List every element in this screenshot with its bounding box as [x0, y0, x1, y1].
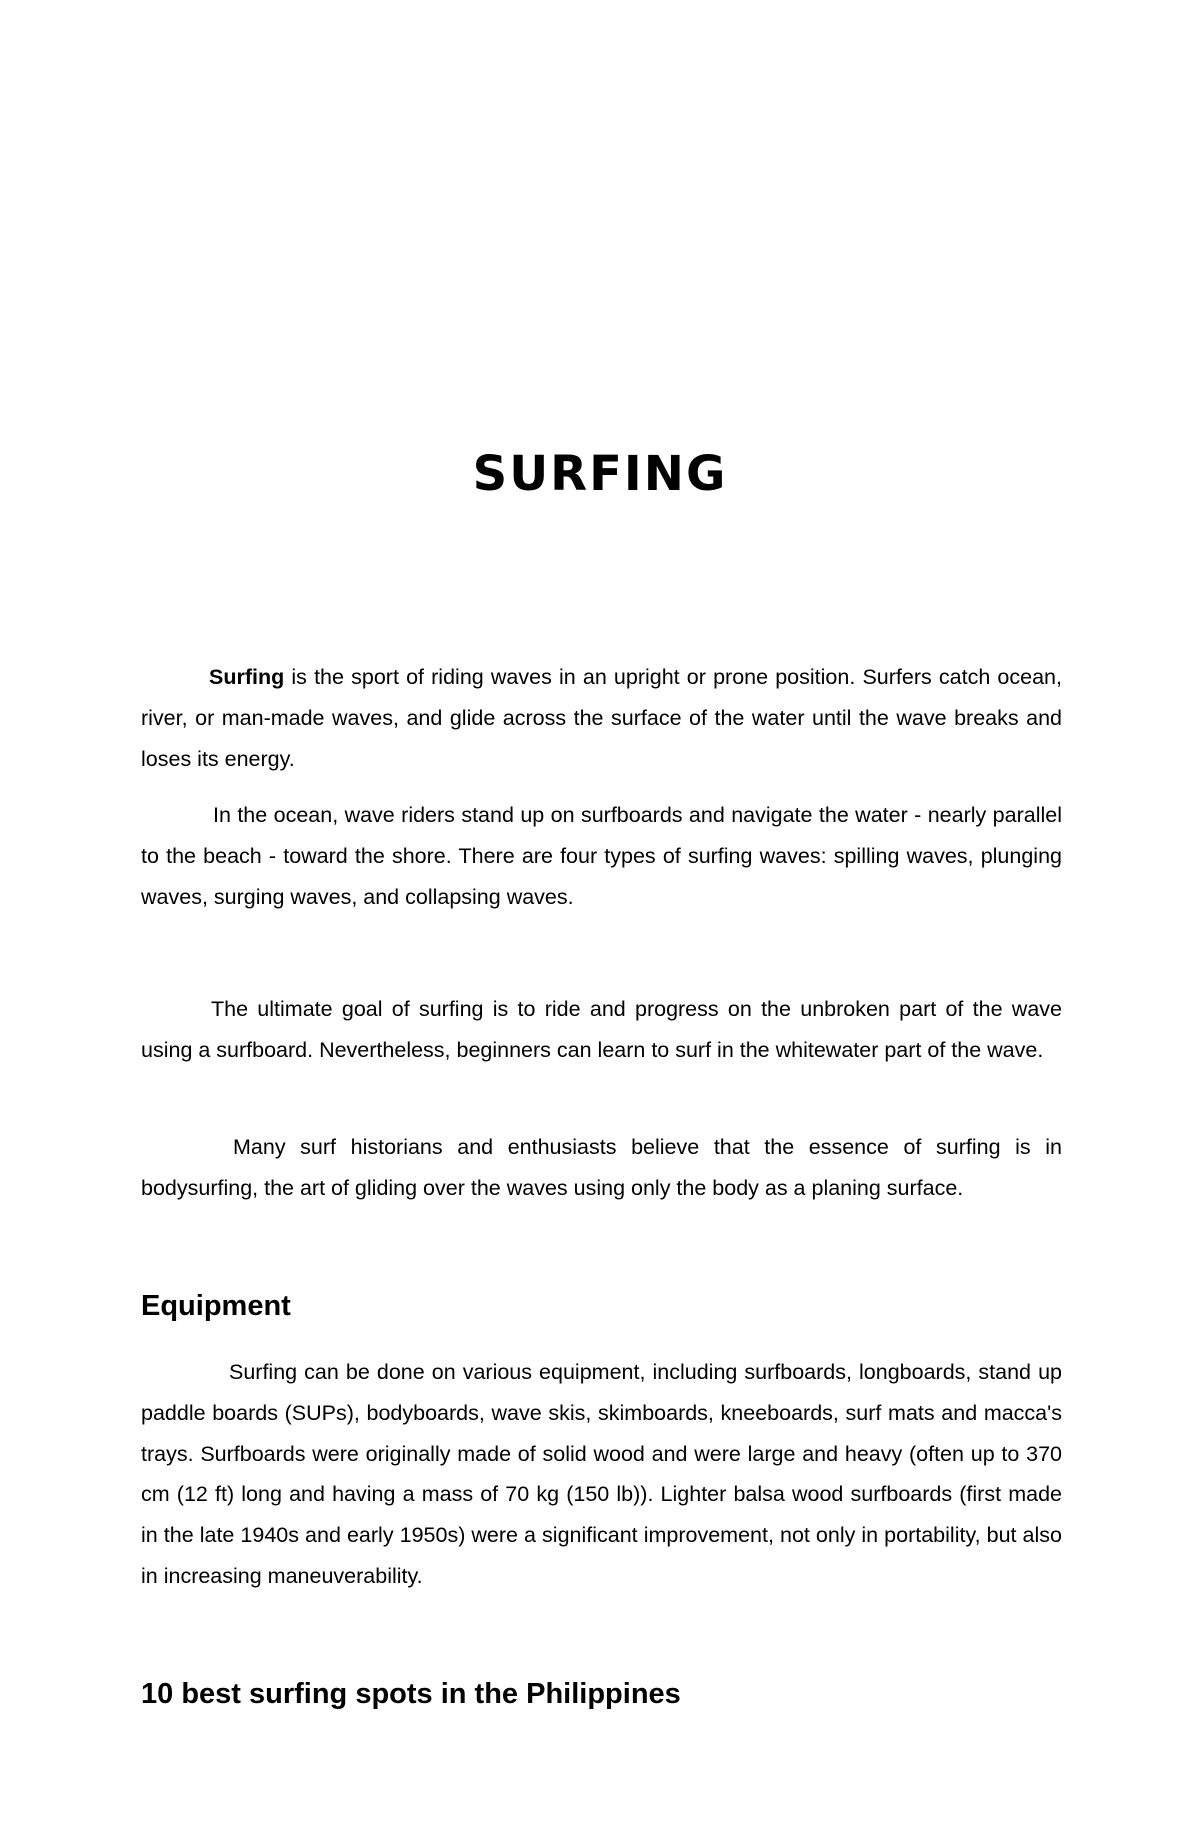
paragraph-bodysurfing: Many surf historians and enthusiasts believe that the essence of surfing is in bodysurfing, the art of gliding over the waves using only the body as a planing surface. [141, 1135, 1062, 1200]
intro-text: is the sport of riding waves in an upright or prone position. Surfers catch ocean, river, or man-made waves, and glide across the surface of the water until the wave breaks and loses its energy. [141, 665, 1062, 771]
equipment-heading: Equipment [141, 1290, 291, 1322]
equipment-paragraph: Surfing can be done on various equipment, including surfboards, longboards, stand up paddle boards (SUPs), bodyboards, wave skis, skimboards, kneeboards, surf mats and macca's trays. Surfboards were originally made of solid wood and were large and heavy (often up to 370 cm (12 ft) long and having a mass of 70 kg (150 lb)). Lighter balsa wood surfboards (first made in the late 1940s and early 1950s) were a significant improvement, not only in portability, but also in increasing maneuverability. [141, 1360, 1062, 1588]
paragraph-ocean: In the ocean, wave riders stand up on surfboards and navigate the water - nearly parallel to the beach - toward the shore. There are four types of surfing waves: spilling waves, plunging waves, surging waves, and collapsing waves. [141, 803, 1062, 909]
intro-lead-bold: Surfing [209, 665, 285, 689]
spots-heading: 10 best surfing spots in the Philippines [141, 1678, 681, 1710]
document-title: SURFING [472, 446, 728, 502]
intro-paragraph [141, 657, 1062, 779]
paragraph-goal: The ultimate goal of surfing is to ride and progress on the unbroken part of the wave using a surfboard. Nevertheless, beginners can learn to surf in the whitewater part of the wave. [141, 997, 1062, 1062]
